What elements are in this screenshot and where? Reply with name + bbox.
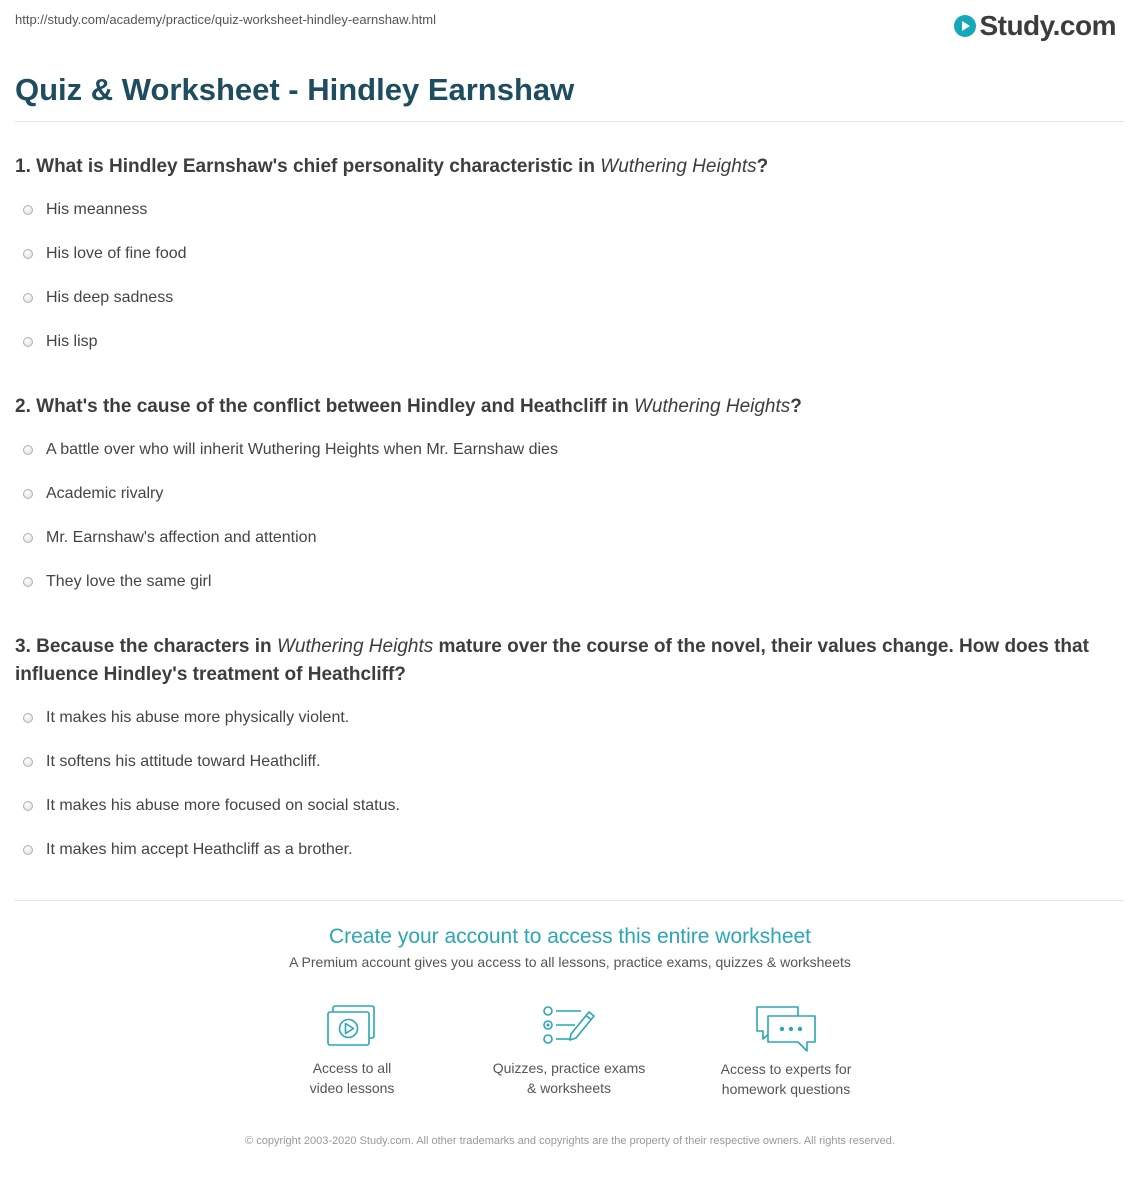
chat-bubbles-icon (754, 1004, 818, 1054)
radio-button[interactable] (23, 249, 33, 259)
study-logo[interactable] (954, 11, 1116, 41)
logo-text: Study.com (979, 10, 1116, 41)
radio-button[interactable] (23, 801, 33, 811)
question-1: 1. What is Hindley Earnshaw's chief personality characteristic in Wuthering Heights? (15, 156, 769, 177)
feature-quizzes (469, 1004, 669, 1098)
feature-experts (686, 1004, 886, 1099)
page-title: Quiz & Worksheet - Hindley Earnshaw (15, 72, 575, 107)
question-1-option-2[interactable]: His love of fine food (23, 242, 187, 266)
play-logo-icon (954, 15, 976, 37)
radio-button[interactable] (23, 713, 33, 723)
copyright-footer (0, 1133, 1140, 1150)
radio-button[interactable] (23, 489, 33, 499)
page-url: http://study.com/academy/practice/quiz-worksheet-hindley-earnshaw.html (15, 12, 437, 27)
question-1-option-3[interactable]: His deep sadness (23, 286, 173, 310)
feature-video-lessons (252, 1004, 452, 1098)
question-2-option-1[interactable]: A battle over who will inherit Wuthering Heights when Mr. Earnshaw dies (23, 438, 558, 462)
radio-button[interactable] (23, 577, 33, 587)
radio-button[interactable] (23, 845, 33, 855)
question-1-option-4[interactable]: His lisp (23, 330, 98, 354)
question-3: 3. Because the characters in Wuthering Heights mature over the course of the novel, their values change. How does that influence Hindley's treatment of Heathcliff? (15, 636, 1089, 685)
radio-button[interactable] (23, 445, 33, 455)
feature-label: Quizzes, practice exams & worksheets (492, 1060, 646, 1096)
question-2-option-3[interactable]: Mr. Earnshaw's affection and attention (23, 526, 316, 550)
video-lessons-icon (326, 1004, 378, 1048)
feature-label: Access to experts for homework questions (720, 1061, 852, 1097)
cta-divider (15, 900, 1124, 901)
cta-subtitle: A Premium account gives you access to all lessons, practice exams, quizzes & worksheets (289, 954, 851, 970)
radio-button[interactable] (23, 293, 33, 303)
question-2-option-4[interactable]: They love the same girl (23, 570, 211, 594)
quiz-checklist-icon (541, 1004, 597, 1048)
radio-button[interactable] (23, 533, 33, 543)
question-3-option-4[interactable]: It makes him accept Heathcliff as a brother. (23, 838, 353, 862)
question-2-option-2[interactable]: Academic rivalry (23, 482, 163, 506)
radio-button[interactable] (23, 337, 33, 347)
radio-button[interactable] (23, 757, 33, 767)
feature-label: Access to all video lessons (309, 1060, 395, 1096)
copyright-text: © copyright 2003-2020 Study.com. All other trademarks and copyrights are the property of their respective owners. All rights reserved. (245, 1135, 895, 1147)
question-1-option-1[interactable]: His meanness (23, 198, 147, 222)
question-3-option-1[interactable]: It makes his abuse more physically violent. (23, 706, 349, 730)
title-divider (15, 121, 1124, 122)
cta-title[interactable]: Create your account to access this entire worksheet (328, 925, 812, 948)
question-3-option-3[interactable]: It makes his abuse more focused on social status. (23, 794, 400, 818)
radio-button[interactable] (23, 205, 33, 215)
question-3-option-2[interactable]: It softens his attitude toward Heathcliff. (23, 750, 321, 774)
top-bar (15, 11, 1116, 41)
question-2: 2. What's the cause of the conflict between Hindley and Heathcliff in Wuthering Heights? (15, 396, 802, 417)
